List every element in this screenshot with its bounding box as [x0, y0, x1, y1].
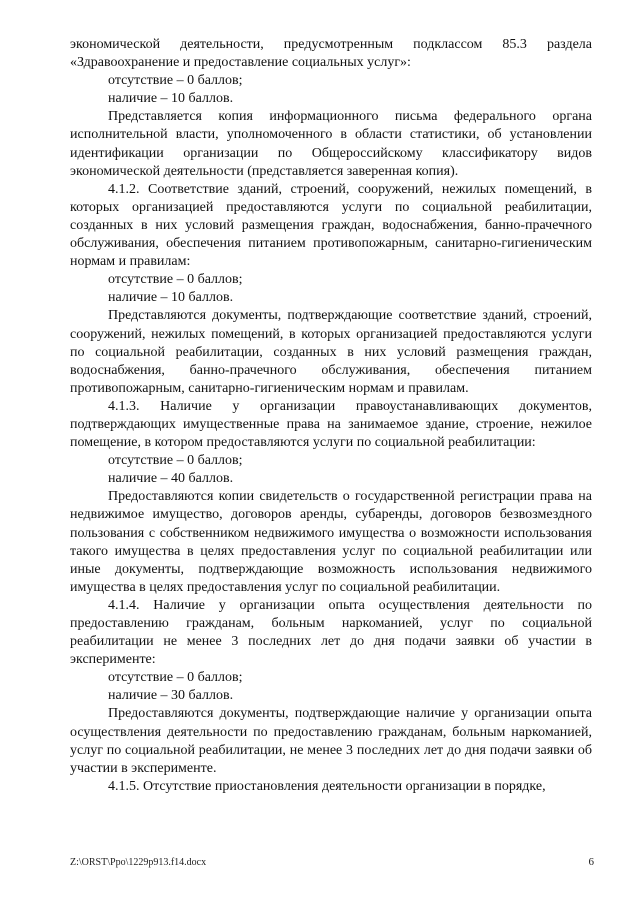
option-line: наличие – 10 баллов. — [108, 91, 234, 107]
option-line: отсутствие – 0 баллов; — [108, 272, 243, 288]
paragraph: Предоставляются копии свидетельств о государственной регистрации права на недвижимое имущество, договоров аренды, субаренды, договоров безвозмездного пользования с собственником недвижимого имущества о возможности использования такого имущества в целях предоставления услуг по социальной реабилитации или иные документы, подтверждающие возможность использования недвижимого имущества в целях предоставления услуг по социальной реабилитации. — [70, 489, 592, 595]
section-4-1-5: 4.1.5. Отсутствие приостановления деятельности организации в порядке, — [108, 778, 546, 794]
option-line: наличие – 10 баллов. — [108, 290, 234, 306]
paragraph: Предоставляются документы, подтверждающие наличие у организации опыта осуществления деятельности по предоставлению гражданам, больным наркоманией, услуг по социальной реабилитации, не менее 3 последних лет до дня подачи заявки об участии в эксперименте. — [70, 706, 592, 776]
paragraph: Представляется копия информационного письма федерального органа исполнительной власти, уполномоченного в области статистики, об установлении идентификации организации по Общероссийскому классификатору видов экономической деятельности (представляется заверенная копия). — [70, 109, 592, 179]
paragraph: экономической деятельности, предусмотренным подклассом 85.3 раздела «Здравоохранение и предоставление социальных услуг»: — [70, 37, 592, 71]
option-line: наличие – 40 баллов. — [108, 471, 234, 487]
page-number: 6 — [588, 856, 594, 868]
paragraph: Представляются документы, подтверждающие соответствие зданий, строений, сооружений, нежилых помещений, в которых организацией предоставляются услуги по социальной реабилитации, созданных в них условий размещения граждан, водоснабжения, банно-прачечного обслуживания, обеспечения питанием противопожарным, санитарно-гигиеническим нормам и правилам. — [70, 308, 592, 396]
option-line: отсутствие – 0 баллов; — [108, 453, 243, 469]
section-4-1-2: 4.1.2. Соответствие зданий, строений, сооружений, нежилых помещений, в которых организацией предоставляются услуги по социальной реабилитации, созданных в них условий размещения граждан, водоснабжения, банно-прачечного обслуживания, обеспечения питанием противопожарным, санитарно-гигиеническим нормам и правилам: — [70, 181, 592, 270]
document-body — [70, 36, 592, 796]
section-4-1-3: 4.1.3. Наличие у организации правоустанавливающих документов, подтверждающих имущественные права на занимаемое здание, строение, нежилое помещение, в котором предоставляются услуги по социальной реабилитации: — [70, 398, 592, 451]
option-line: отсутствие – 0 баллов; — [108, 73, 243, 89]
section-4-1-4: 4.1.4. Наличие у организации опыта осуществления деятельности по предоставлению гражданам, больным наркоманией, услуг по социальной реабилитации не менее 3 последних лет до дня подачи заявки об участии в эксперименте: — [70, 597, 592, 668]
option-line: наличие – 30 баллов. — [108, 688, 234, 704]
option-line: отсутствие – 0 баллов; — [108, 670, 243, 686]
footer-file-path: Z:\ORST\Ppo\1229p913.f14.docx — [70, 857, 207, 868]
